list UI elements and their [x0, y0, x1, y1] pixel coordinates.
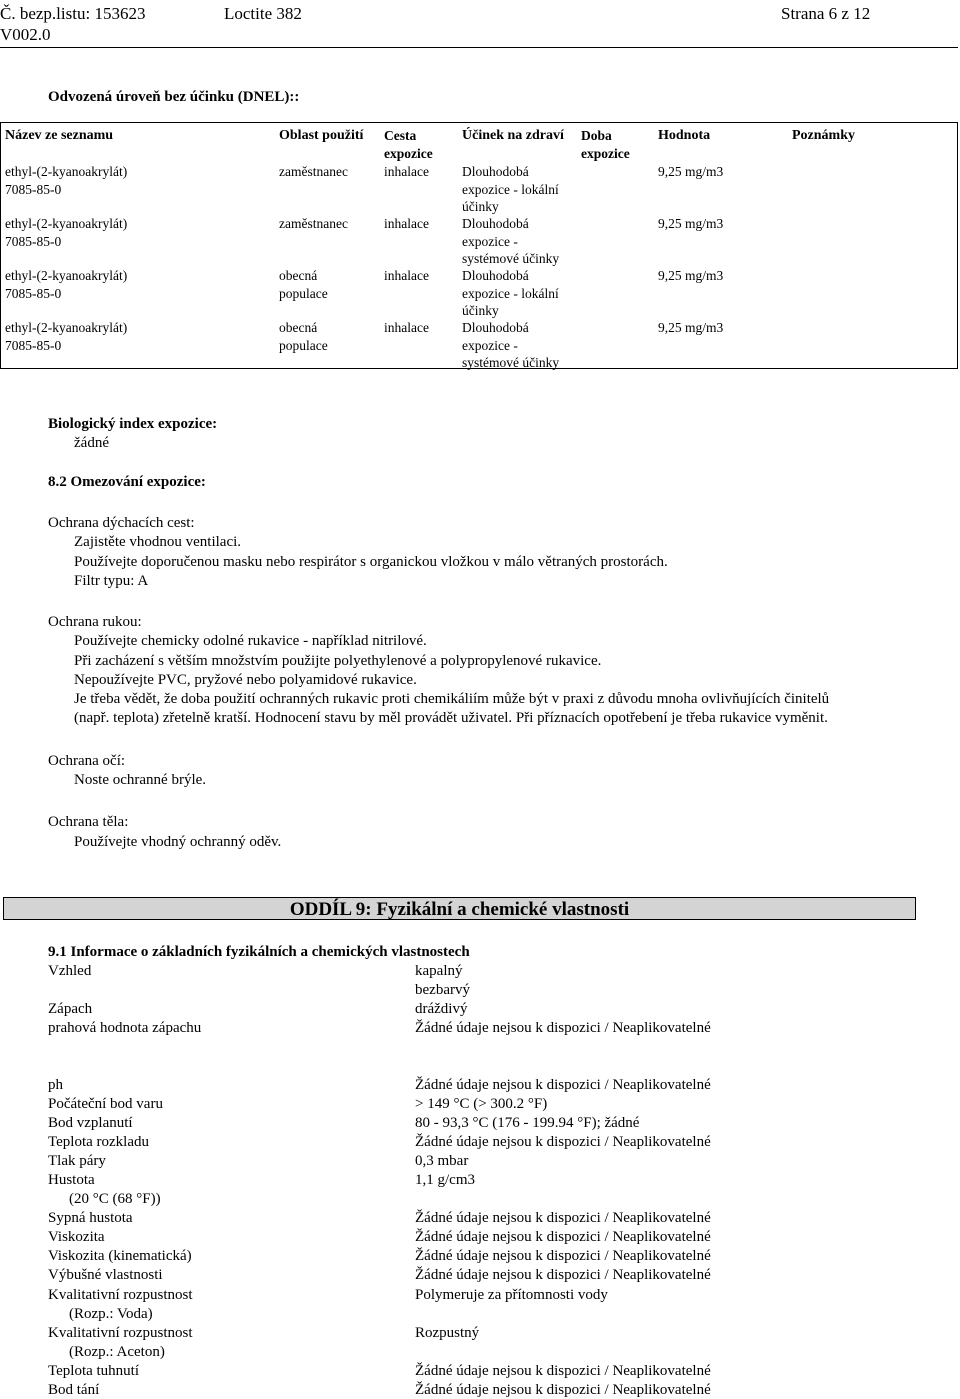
col-header-name: Název ze seznamu [5, 128, 114, 143]
dnel-row-4-area: obecná populace [279, 320, 328, 353]
dnel-row-3-area: obecná populace [279, 268, 328, 301]
dnel-row-3-effect: Dlouhodobá expozice - lokální účinky [462, 268, 559, 318]
header-rule [0, 47, 958, 48]
exposure-controls-title: 8.2 Omezování expozice: [48, 474, 206, 490]
hands-line-5: (např. teplota) zřetelně kratší. Hodnocení stavu by měl provádět uživatel. Při příznacích opotřebení je třeba rukavice vyměnit. [74, 710, 828, 726]
dnel-title: Odvozená úroveň bez účinku (DNEL):: [48, 89, 300, 105]
dnel-row-1-effect: Dlouhodobá expozice - lokální účinky [462, 164, 559, 214]
col-header-effect: Účinek na zdraví [462, 128, 564, 143]
page-number: Strana 6 z 12 [781, 4, 871, 23]
respiratory-line-3: Filtr typu: A [74, 573, 149, 589]
prop-value: Žádné údaje nejsou k dispozici / Neaplikovatelné [415, 1020, 711, 1036]
dnel-row-2-name: ethyl-(2-kyanoakrylát) 7085-85-0 [5, 216, 128, 249]
body-label: Ochrana těla: [48, 814, 129, 830]
hands-line-2: Při zacházení s větším množstvím použijte polyethylenové a polypropylenové rukavice. [74, 653, 602, 669]
dnel-row-3-name: ethyl-(2-kyanoakrylát) 7085-85-0 [5, 268, 128, 301]
body-line-1: Používejte vhodný ochranný oděv. [74, 834, 282, 850]
prop-value: > 149 °C (> 300.2 °F) [415, 1096, 548, 1112]
prop-value: dráždivý [415, 1001, 468, 1017]
dnel-table [0, 122, 958, 369]
respiratory-line-2: Používejte doporučenou masku nebo respirátor s organickou vložkou v málo větraných prostorách. [74, 554, 668, 570]
bio-index-value: žádné [74, 435, 109, 451]
prop-label: Bod tání [48, 1382, 100, 1398]
prop-value: Žádné údaje nejsou k dispozici / Neaplikovatelné [415, 1210, 711, 1226]
prop-label: (Rozp.: Voda) [69, 1306, 153, 1322]
prop-label: Teplota tuhnutí [48, 1363, 140, 1379]
dnel-row-4-name: ethyl-(2-kyanoakrylát) 7085-85-0 [5, 320, 128, 353]
prop-value: Žádné údaje nejsou k dispozici / Neaplikovatelné [415, 1363, 711, 1379]
section-9-title: ODDÍL 9: Fyzikální a chemické vlastnosti [289, 899, 630, 920]
prop-value: Žádné údaje nejsou k dispozici / Neaplikovatelné [415, 1267, 711, 1283]
respiratory-line-1: Zajistěte vhodnou ventilaci. [74, 534, 242, 550]
prop-label: Zápach [48, 1001, 93, 1017]
prop-value: Žádné údaje nejsou k dispozici / Neaplikovatelné [415, 1229, 711, 1245]
dnel-row-2-route: inhalace [384, 216, 429, 231]
eyes-label: Ochrana očí: [48, 753, 126, 769]
bio-index-title: Biologický index expozice: [48, 416, 218, 432]
prop-value: bezbarvý [415, 982, 470, 998]
dnel-row-1-area: zaměstnanec [279, 164, 348, 179]
dnel-row-1-route: inhalace [384, 164, 429, 179]
prop-value: 80 - 93,3 °C (176 - 199.94 °F); žádné [415, 1115, 640, 1131]
dnel-row-2-effect: Dlouhodobá expozice - systémové účinky [462, 216, 560, 266]
col-header-duration: Doba expozice [581, 128, 630, 161]
prop-label: Sypná hustota [48, 1210, 133, 1226]
dnel-row-1-value: 9,25 mg/m3 [658, 164, 724, 179]
prop-label: Viskozita (kinematická) [48, 1248, 192, 1264]
prop-value: Žádné údaje nejsou k dispozici / Neaplikovatelné [415, 1382, 711, 1398]
prop-label: Hustota [48, 1172, 95, 1188]
dnel-row-3-route: inhalace [384, 268, 429, 283]
prop-value: Žádné údaje nejsou k dispozici / Neaplikovatelné [415, 1134, 711, 1150]
prop-label: Počáteční bod varu [48, 1096, 163, 1112]
hands-line-1: Používejte chemicky odolné rukavice - například nitrilové. [74, 633, 427, 649]
dnel-row-1-name: ethyl-(2-kyanoakrylát) 7085-85-0 [5, 164, 128, 197]
dnel-row-2-value: 9,25 mg/m3 [658, 216, 724, 231]
product-name: Loctite 382 [224, 4, 302, 23]
col-header-value: Hodnota [658, 128, 711, 143]
hands-line-4: Je třeba vědět, že doba použití ochranných rukavic proti chemikáliím může být v praxi z důvodu mnoha ovlivňujících činitelů [74, 691, 830, 707]
prop-label: Viskozita [48, 1229, 105, 1245]
prop-value: kapalný [415, 963, 463, 979]
hands-line-3: Nepoužívejte PVC, pryžové nebo polyamidové rukavice. [74, 672, 417, 688]
dnel-row-4-value: 9,25 mg/m3 [658, 320, 724, 335]
hands-label: Ochrana rukou: [48, 614, 142, 630]
prop-value: Žádné údaje nejsou k dispozici / Neaplikovatelné [415, 1077, 711, 1093]
prop-label: ph [48, 1077, 63, 1093]
col-header-notes: Poznámky [792, 128, 855, 143]
dnel-row-4-route: inhalace [384, 320, 429, 335]
prop-label: (Rozp.: Aceton) [69, 1344, 165, 1360]
prop-label: Výbušné vlastnosti [48, 1267, 163, 1283]
sheet-number: Č. bezp.listu: 153623 [0, 4, 146, 23]
prop-label: Kvalitativní rozpustnost [48, 1287, 193, 1303]
section-9-banner [3, 897, 916, 920]
version: V002.0 [0, 25, 51, 44]
section-9-1-title: 9.1 Informace o základních fyzikálních a chemických vlastnostech [48, 944, 470, 960]
prop-label: prahová hodnota zápachu [48, 1020, 202, 1036]
prop-value: 1,1 g/cm3 [415, 1172, 475, 1188]
prop-value: 0,3 mbar [415, 1153, 469, 1169]
prop-value: Žádné údaje nejsou k dispozici / Neaplikovatelné [415, 1248, 711, 1264]
prop-label: Tlak páry [48, 1153, 106, 1169]
eyes-line-1: Noste ochranné brýle. [74, 772, 207, 788]
prop-label: Kvalitativní rozpustnost [48, 1325, 193, 1341]
dnel-row-3-value: 9,25 mg/m3 [658, 268, 724, 283]
prop-label: Bod vzplanutí [48, 1115, 133, 1131]
respiratory-label: Ochrana dýchacích cest: [48, 515, 195, 531]
prop-label: Vzhled [48, 963, 92, 979]
prop-value: Polymeruje za přítomnosti vody [415, 1287, 608, 1303]
dnel-row-4-effect: Dlouhodobá expozice - systémové účinky [462, 320, 560, 370]
prop-label: Teplota rozkladu [48, 1134, 149, 1150]
prop-label: (20 °C (68 °F)) [69, 1191, 161, 1207]
prop-value: Rozpustný [415, 1325, 480, 1341]
col-header-route: Cesta expozice [384, 128, 433, 161]
dnel-row-2-area: zaměstnanec [279, 216, 348, 231]
col-header-area: Oblast použití [279, 128, 364, 143]
